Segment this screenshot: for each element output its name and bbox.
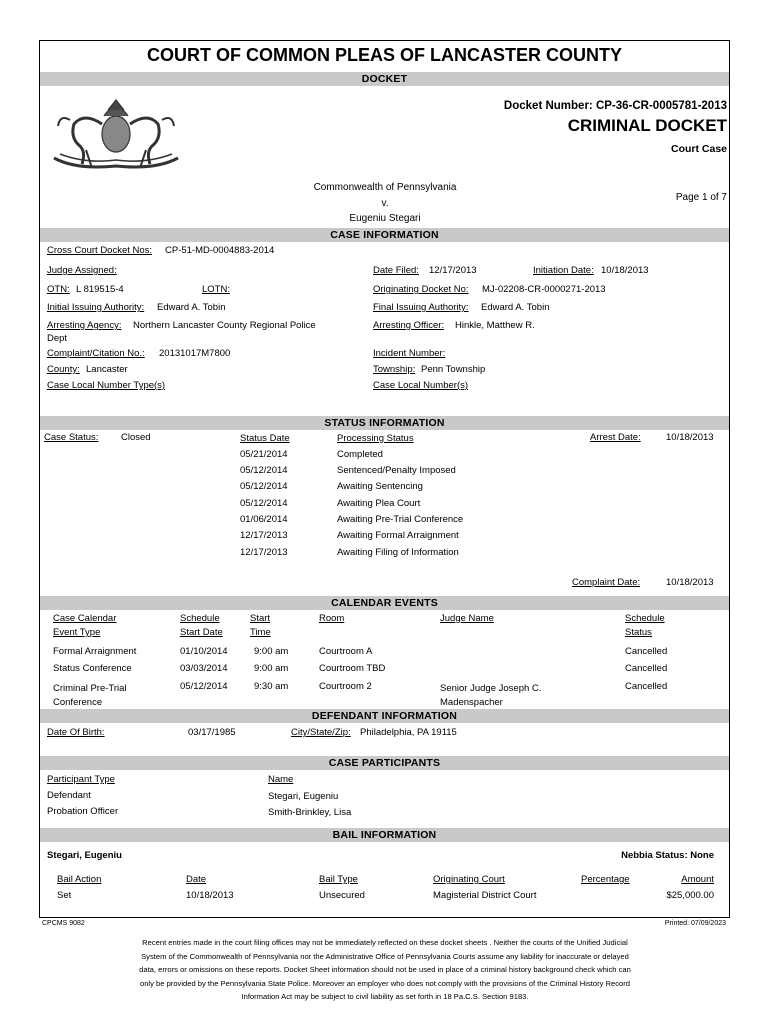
participant-name-header: Name	[268, 774, 294, 785]
originating-court-header: Originating Court	[433, 874, 505, 885]
final-authority-label: Final Issuing Authority:	[373, 302, 469, 313]
bail-action: Set	[57, 890, 72, 901]
initial-authority-label: Initial Issuing Authority:	[47, 302, 145, 313]
calendar-event-type: Status Conference	[53, 663, 132, 674]
schedule-date-header-2: Start Date	[180, 627, 223, 638]
processing-status: Awaiting Formal Arraignment	[337, 530, 459, 541]
bail-amount: $25,000.00	[666, 890, 714, 901]
processing-status: Awaiting Filing of Information	[337, 547, 459, 558]
complaint-citation-label: Complaint/Citation No.:	[47, 348, 145, 359]
calendar-start-time: 9:00 am	[254, 646, 289, 657]
initial-authority-value: Edward A. Tobin	[157, 302, 226, 313]
complaint-date-value: 10/18/2013	[666, 577, 714, 588]
date-filed-label: Date Filed:	[373, 265, 419, 276]
start-time-header-2: Time	[250, 627, 271, 638]
bail-date: 10/18/2013	[186, 890, 234, 901]
calendar-start-time: 9:00 am	[254, 663, 289, 674]
township-label: Township:	[373, 364, 416, 375]
otn-value: L 819515-4	[76, 284, 124, 295]
judge-assigned-label: Judge Assigned:	[47, 265, 117, 276]
initiation-date-label: Initiation Date:	[533, 265, 594, 276]
processing-status-header: Processing Status	[337, 433, 414, 444]
docket-bar: DOCKET	[40, 72, 729, 86]
arresting-officer-value: Hinkle, Matthew R.	[455, 320, 535, 331]
status-date: 01/06/2014	[240, 514, 288, 525]
calendar-event-type: Formal Arraignment	[53, 646, 137, 657]
schedule-status-header: Schedule	[625, 613, 665, 624]
otn-label: OTN:	[47, 284, 70, 295]
calendar-room: Courtroom A	[319, 646, 373, 657]
disclaimer	[60, 936, 710, 1004]
case-information-bar: CASE INFORMATION	[40, 228, 729, 242]
initiation-date-value: 10/18/2013	[601, 265, 649, 276]
caption-versus: v.	[381, 198, 389, 209]
calendar-start-time: 9:30 am	[254, 681, 289, 692]
status-information-bar: STATUS INFORMATION	[40, 416, 729, 430]
amount-header: Amount	[681, 874, 714, 885]
disclaimer-line: System of the Commonwealth of Pennsylvania nor the Administrative Office of Pennsylvania Courts assume any liability for inaccurate or delayed	[141, 951, 629, 961]
processing-status: Awaiting Pre-Trial Conference	[337, 514, 464, 525]
case-status-label: Case Status:	[44, 432, 99, 443]
printed-date: Printed: 07/09/2023	[664, 920, 726, 927]
bail-date-header: Date	[186, 874, 207, 885]
court-title: COURT OF COMMON PLEAS OF LANCASTER COUNTY	[147, 45, 622, 65]
percentage-header: Percentage	[581, 874, 630, 885]
status-date: 12/17/2013	[240, 530, 288, 541]
event-type-header-2: Event Type	[53, 627, 101, 638]
disclaimer-line: Information Act may be subject to civil liability as set forth in 18 Pa.C.S. Section 9183.	[241, 992, 529, 1002]
status-date: 12/17/2013	[240, 547, 288, 558]
complaint-citation-value: 20131017M7800	[159, 348, 231, 359]
bail-information-bar: BAIL INFORMATION	[40, 828, 729, 842]
event-type-header: Case Calendar	[53, 613, 117, 624]
processing-status: Awaiting Sentencing	[337, 481, 423, 492]
processing-status: Awaiting Plea Court	[337, 498, 421, 509]
county-value: Lancaster	[86, 364, 128, 375]
originating-docket-label: Originating Docket No:	[373, 284, 469, 295]
county-label: County:	[47, 364, 80, 375]
participant-type-header: Participant Type	[47, 774, 115, 785]
disclaimer-line: only be provided by the Pennsylvania State Police. Moreover an employer who does not comply with the provisions of the Criminal History Record	[139, 978, 631, 988]
calendar-event-type-cont: Conference	[53, 697, 103, 708]
docket-number: Docket Number: CP-36-CR-0005781-2013	[503, 100, 727, 112]
date-filed-value: 12/17/2013	[429, 265, 477, 276]
arresting-officer-label: Arresting Officer:	[373, 320, 445, 331]
complaint-date-label: Complaint Date:	[572, 577, 641, 588]
processing-status: Sentenced/Penalty Imposed	[337, 465, 456, 476]
incident-number-label: Incident Number:	[373, 348, 446, 359]
judge-name-header: Judge Name	[440, 613, 494, 624]
calendar-judge: Senior Judge Joseph C.	[440, 683, 542, 694]
arrest-date-label: Arrest Date:	[590, 432, 641, 443]
calendar-status: Cancelled	[625, 663, 668, 674]
bail-originating-court: Magisterial District Court	[433, 890, 537, 901]
calendar-status: Cancelled	[625, 646, 668, 657]
township-value: Penn Township	[421, 364, 486, 375]
status-date: 05/12/2014	[240, 465, 288, 476]
disclaimer-line: Recent entries made in the court filing offices may not be immediately reflected on these docket sheets . Neither the courts of the Unified Judicial	[142, 938, 628, 947]
originating-docket-value: MJ-02208-CR-0000271-2013	[482, 284, 606, 295]
arrest-date-value: 10/18/2013	[666, 432, 714, 443]
processing-status: Completed	[337, 449, 383, 460]
participant-type: Defendant	[47, 790, 91, 801]
arresting-agency-value-cont: Dept	[47, 333, 68, 344]
status-date-header: Status Date	[240, 433, 290, 444]
city-state-zip-label: City/State/Zip:	[291, 727, 351, 738]
bail-action-header: Bail Action	[57, 874, 102, 885]
defendant-information-bar: DEFENDANT INFORMATION	[40, 709, 729, 723]
caption-defendant: Eugeniu Stegari	[349, 213, 421, 224]
court-case-label: Court Case	[670, 143, 727, 155]
calendar-start-date: 05/12/2014	[180, 681, 228, 692]
date-of-birth-value: 03/17/1985	[188, 727, 236, 738]
calendar-event-type: Criminal Pre-Trial	[53, 683, 127, 694]
cross-court-label: Cross Court Docket Nos:	[47, 245, 153, 256]
cross-court-value: CP-51-MD-0004883-2014	[165, 245, 275, 256]
case-status-value: Closed	[121, 432, 151, 443]
caption-commonwealth: Commonwealth of Pennsylvania	[313, 182, 457, 193]
participant-type: Probation Officer	[47, 806, 119, 817]
nebbia-status: Nebbia Status: None	[621, 850, 714, 861]
case-local-numbers-label: Case Local Number(s)	[373, 380, 469, 391]
participant-name: Smith-Brinkley, Lisa	[268, 807, 352, 818]
case-participants-bar: CASE PARTICIPANTS	[40, 756, 729, 770]
case-local-number-type-label: Case Local Number Type(s)	[47, 380, 166, 391]
schedule-date-header: Schedule	[180, 613, 220, 624]
calendar-events-bar: CALENDAR EVENTS	[40, 596, 729, 610]
disclaimer-line: data, errors or omissions on these reports. Docket Sheet information should not be used in place of a criminal history background check which can	[139, 965, 631, 975]
page-indicator: Page 1 of 7	[675, 192, 727, 203]
lotn-label: LOTN:	[202, 284, 230, 295]
start-time-header: Start	[250, 613, 271, 624]
participant-name: Stegari, Eugeniu	[268, 791, 339, 802]
calendar-room: Courtroom 2	[319, 681, 372, 692]
bail-type-header: Bail Type	[319, 874, 358, 885]
status-date: 05/12/2014	[240, 481, 288, 492]
city-state-zip-value: Philadelphia, PA 19115	[360, 727, 457, 738]
docket-type: CRIMINAL DOCKET	[567, 116, 727, 135]
bail-type: Unsecured	[319, 890, 365, 901]
arresting-agency-value: Northern Lancaster County Regional Police	[133, 320, 316, 331]
calendar-start-date: 01/10/2014	[180, 646, 228, 657]
room-header: Room	[319, 613, 345, 624]
date-of-birth-label: Date Of Birth:	[47, 727, 105, 738]
calendar-room: Courtroom TBD	[319, 663, 386, 674]
calendar-start-date: 03/03/2014	[180, 663, 228, 674]
status-date: 05/21/2014	[240, 449, 288, 460]
status-date: 05/12/2014	[240, 498, 288, 509]
arresting-agency-label: Arresting Agency:	[47, 320, 122, 331]
pennsylvania-seal-icon	[46, 94, 186, 174]
form-code: CPCMS 9082	[42, 920, 85, 927]
calendar-judge-cont: Madenspacher	[440, 697, 503, 708]
calendar-status: Cancelled	[625, 681, 668, 692]
bail-defendant-name: Stegari, Eugeniu	[47, 850, 122, 861]
schedule-status-header-2: Status	[625, 627, 652, 638]
final-authority-value: Edward A. Tobin	[481, 302, 550, 313]
